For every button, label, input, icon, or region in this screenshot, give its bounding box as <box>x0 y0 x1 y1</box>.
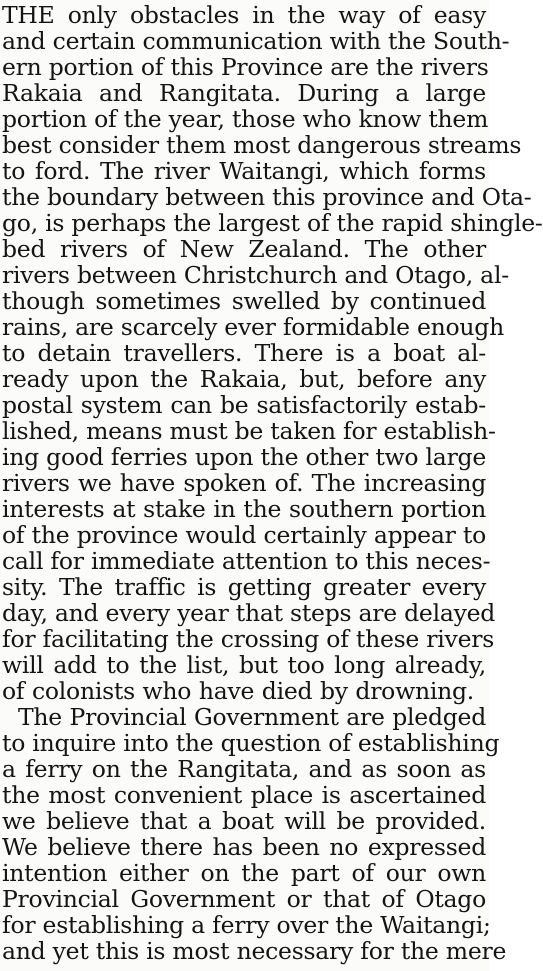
text-line: will add to the list, but too long already, <box>2 651 486 679</box>
paragraph-end-line: of colonists who have died by drowning. <box>2 677 474 705</box>
text-line: lished, means must be taken for establish- <box>2 417 496 445</box>
text-line: the boundary between this province and Ota- <box>2 183 532 211</box>
text-line: though sometimes swelled by continued <box>2 287 486 315</box>
text-line: rains, are scarcely ever formidable enough <box>2 313 504 341</box>
text-line: sity. The traffic is getting greater every <box>2 573 486 601</box>
text-line: THE only obstacles in the way of easy <box>2 1 486 29</box>
text-line: ern portion of this Province are the rivers <box>2 53 489 81</box>
text-line: and yet this is most necessary for the mere <box>2 937 507 965</box>
text-line: the most convenient place is ascertained <box>2 781 486 809</box>
text-line: We believe there has been no expressed <box>2 833 486 861</box>
text-line: to ford. The river Waitangi, which forms <box>2 157 486 185</box>
text-line: Rakaia and Rangitata. During a large <box>2 79 486 107</box>
paragraph-start-line: The Provincial Government are pledged <box>18 703 486 731</box>
text-line: ready upon the Rakaia, but, before any <box>2 365 486 393</box>
text-line: to inquire into the question of establishing <box>2 729 500 757</box>
text-line: Provincial Government or that of Otago <box>2 885 486 913</box>
text-line: to detain travellers. There is a boat al- <box>2 339 486 367</box>
text-line: go, is perhaps the largest of the rapid shingle- <box>2 209 543 237</box>
text-line: portion of the year, those who know them <box>2 105 489 133</box>
text-line: for establishing a ferry over the Waitangi; <box>2 911 491 939</box>
text-line: day, and every year that steps are delayed <box>2 599 496 627</box>
text-line: call for immediate attention to this neces- <box>2 547 491 575</box>
text-line: postal system can be satisfactorily estab- <box>2 391 486 419</box>
text-line: for facilitating the crossing of these rivers <box>2 625 495 653</box>
text-line: rivers we have spoken of. The increasing <box>2 469 486 497</box>
text-line: bed rivers of New Zealand. The other <box>2 235 486 263</box>
text-line: ing good ferries upon the other two large <box>2 443 486 471</box>
text-line: of the province would certainly appear to <box>2 521 486 549</box>
text-line: rivers between Christchurch and Otago, al- <box>2 261 509 289</box>
text-line: we believe that a boat will be provided. <box>2 807 486 835</box>
text-line: intention either on the part of our own <box>2 859 486 887</box>
text-line: interests at stake in the southern portion <box>2 495 486 523</box>
text-line: best consider them most dangerous streams <box>2 131 522 159</box>
text-line: a ferry on the Rangitata, and as soon as <box>2 755 486 783</box>
text-line: and certain communication with the South- <box>2 27 510 55</box>
